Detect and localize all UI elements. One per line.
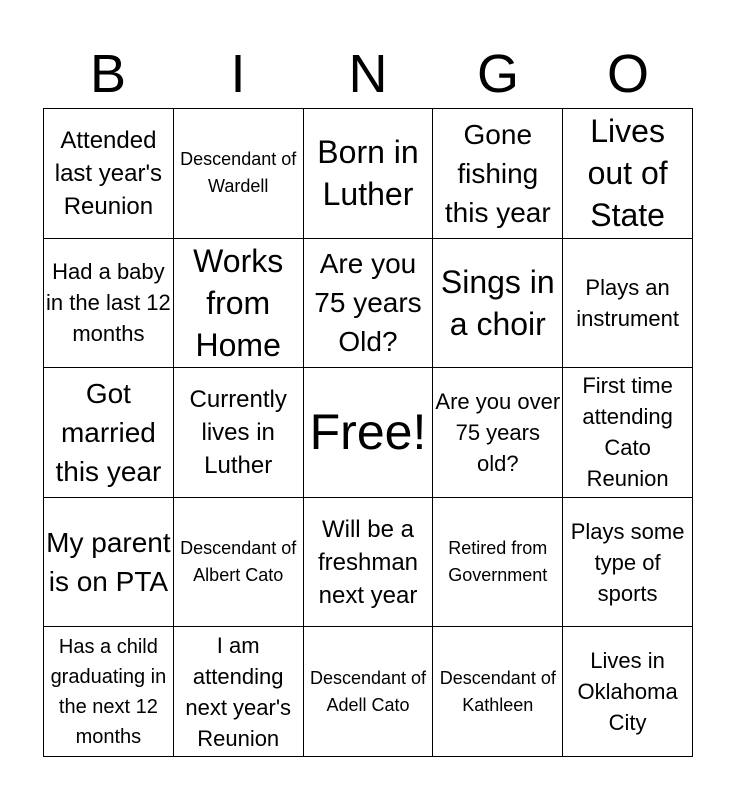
header-letter-b: B [89, 44, 127, 104]
bingo-cell[interactable] [44, 239, 174, 369]
cell-text: Free! [309, 403, 427, 460]
cell-text: Are you 75 years Old? [314, 248, 422, 358]
cell-text: Has a child graduating in the next 12 months [50, 635, 167, 748]
bingo-cell[interactable] [44, 498, 174, 628]
header-letter-g: G [476, 44, 519, 104]
cell-text: Plays an instrument [576, 274, 679, 331]
bingo-cell[interactable] [563, 109, 693, 239]
cell-text: Plays some type of sports [570, 518, 685, 606]
bingo-header [43, 40, 693, 108]
free-space[interactable] [304, 368, 434, 498]
cell-text: Are you over 75 years old? [435, 388, 561, 476]
cell-text: Got married this year [55, 377, 162, 487]
cell-text: Descendant of Wardell [180, 149, 297, 197]
cell-text: Sings in a choir [440, 263, 555, 342]
header-letter-n: N [348, 44, 388, 104]
bingo-cell[interactable] [563, 239, 693, 369]
cell-text: Works from Home [193, 242, 284, 363]
bingo-cell[interactable] [304, 239, 434, 369]
bingo-grid [43, 108, 693, 757]
bingo-cell[interactable] [433, 239, 563, 369]
header-letter-o: O [606, 44, 649, 104]
bingo-cell[interactable] [174, 368, 304, 498]
cell-text: Lives in Oklahoma City [577, 648, 678, 736]
cell-text: Will be a freshman next year [317, 515, 419, 609]
cell-text: Lives out of State [587, 113, 668, 234]
bingo-cell[interactable] [433, 498, 563, 628]
cell-text: Born in Luther [317, 134, 419, 213]
bingo-cell[interactable] [174, 627, 304, 757]
cell-text: Attended last year's Reunion [54, 126, 163, 220]
cell-text: Retired from Government [448, 538, 548, 586]
bingo-cell[interactable] [433, 368, 563, 498]
cell-text: Currently lives in Luther [189, 385, 287, 479]
header-letter-i: I [230, 44, 246, 104]
cell-text: Gone fishing this year [444, 118, 551, 228]
cell-text: I am attending next year's Reunion [185, 632, 292, 751]
bingo-cell[interactable] [174, 239, 304, 369]
cell-text: First time attending Cato Reunion [582, 373, 673, 492]
bingo-cell[interactable] [174, 109, 304, 239]
cell-text: Had a baby in the last 12 months [46, 259, 171, 347]
bingo-cell[interactable] [304, 627, 434, 757]
bingo-cell[interactable] [433, 109, 563, 239]
cell-text: Descendant of Albert Cato [180, 538, 297, 586]
bingo-cell[interactable] [433, 627, 563, 757]
bingo-cell[interactable] [304, 109, 434, 239]
bingo-cell[interactable] [44, 627, 174, 757]
bingo-cell[interactable] [44, 109, 174, 239]
bingo-cell[interactable] [563, 368, 693, 498]
bingo-cell[interactable] [563, 627, 693, 757]
cell-text: Descendant of Kathleen [439, 667, 556, 715]
cell-text: My parent is on PTA [46, 527, 171, 598]
bingo-cell[interactable] [563, 498, 693, 628]
bingo-cell[interactable] [44, 368, 174, 498]
bingo-cell[interactable] [304, 498, 434, 628]
cell-text: Descendant of Adell Cato [309, 667, 427, 715]
bingo-cell[interactable] [174, 498, 304, 628]
